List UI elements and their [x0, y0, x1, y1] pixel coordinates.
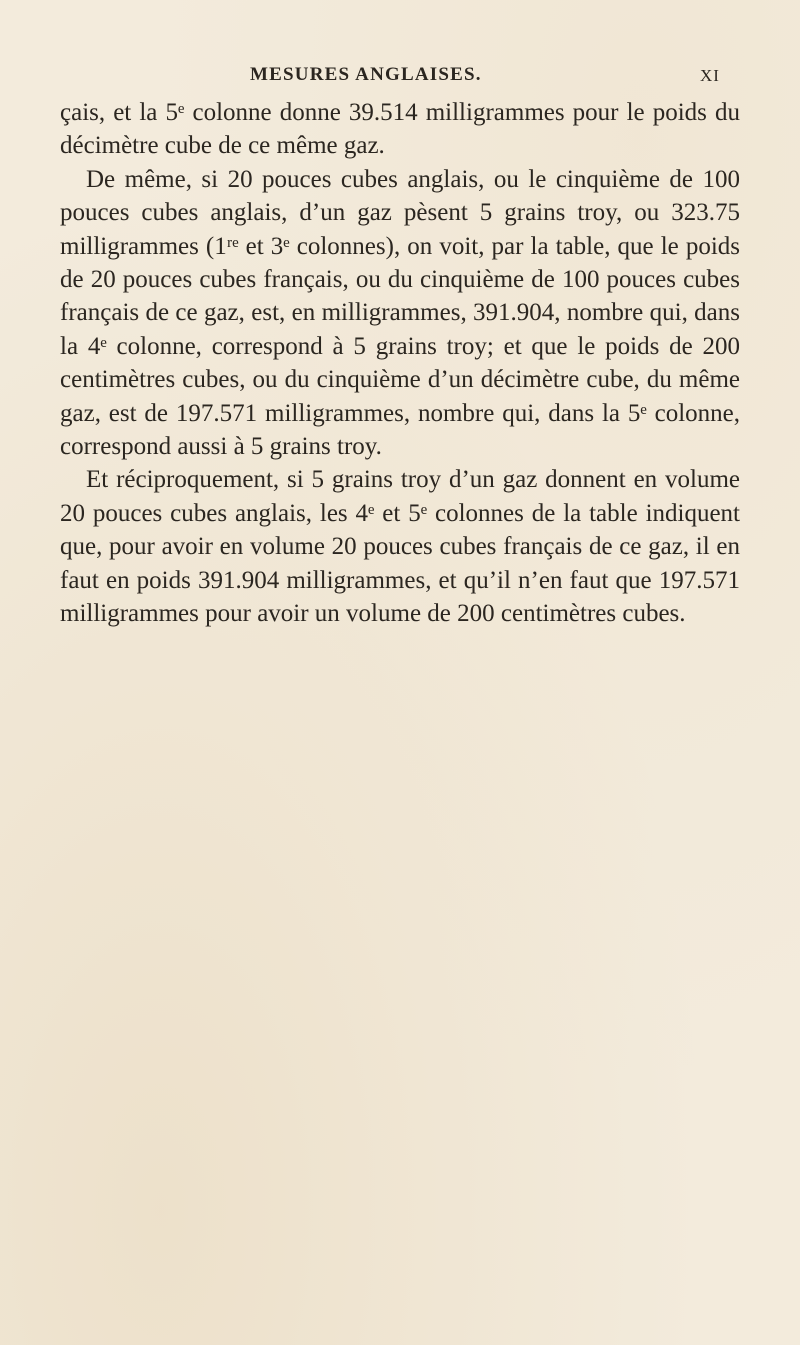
page-number: XI [700, 66, 720, 85]
page-header [0, 60, 800, 90]
paragraph-de-meme: De même, si 20 pouces cubes anglais, ou le cinquième de 100 pouces cubes anglais, d’un gaz pèsent 5 grains troy, ou 323.75 milligrammes (1ʳᵉ et 3ᵉ colonnes), on voit, par la table, que le poids de 20 pouces cubes français, ou du cinquième de 100 pouces cubes français de ce gaz, est, en milligrammes, 391.904, nombre qui, dans la 4ᵉ colonne, correspond à 5 grains troy; et que le poids de 200 centimètres cubes, ou du cinquième d’un décimètre cube, du même gaz, est de 197.571 milligrammes, nombre qui, dans la 5ᵉ colonne, correspond aussi à 5 grains troy. [60, 165, 740, 461]
paragraph-reciproquement: Et réciproquement, si 5 grains troy d’un gaz donnent en volume 20 pouces cubes anglais, les 4ᵉ et 5ᵉ colonnes de la table indiquent que, pour avoir en volume 20 pouces cubes français de ce gaz, il en faut en poids 391.904 milligrammes, et qu’il n’en faut que 197.571 milligrammes pour avoir un volume de 200 centimètres cubes. [60, 466, 740, 628]
body-text [60, 96, 740, 631]
running-title: MESURES ANGLAISES. [250, 64, 482, 85]
paragraph-continuation: çais, et la 5ᵉ colonne donne 39.514 milligrammes pour le poids du décimètre cube de ce même gaz. [60, 99, 740, 160]
